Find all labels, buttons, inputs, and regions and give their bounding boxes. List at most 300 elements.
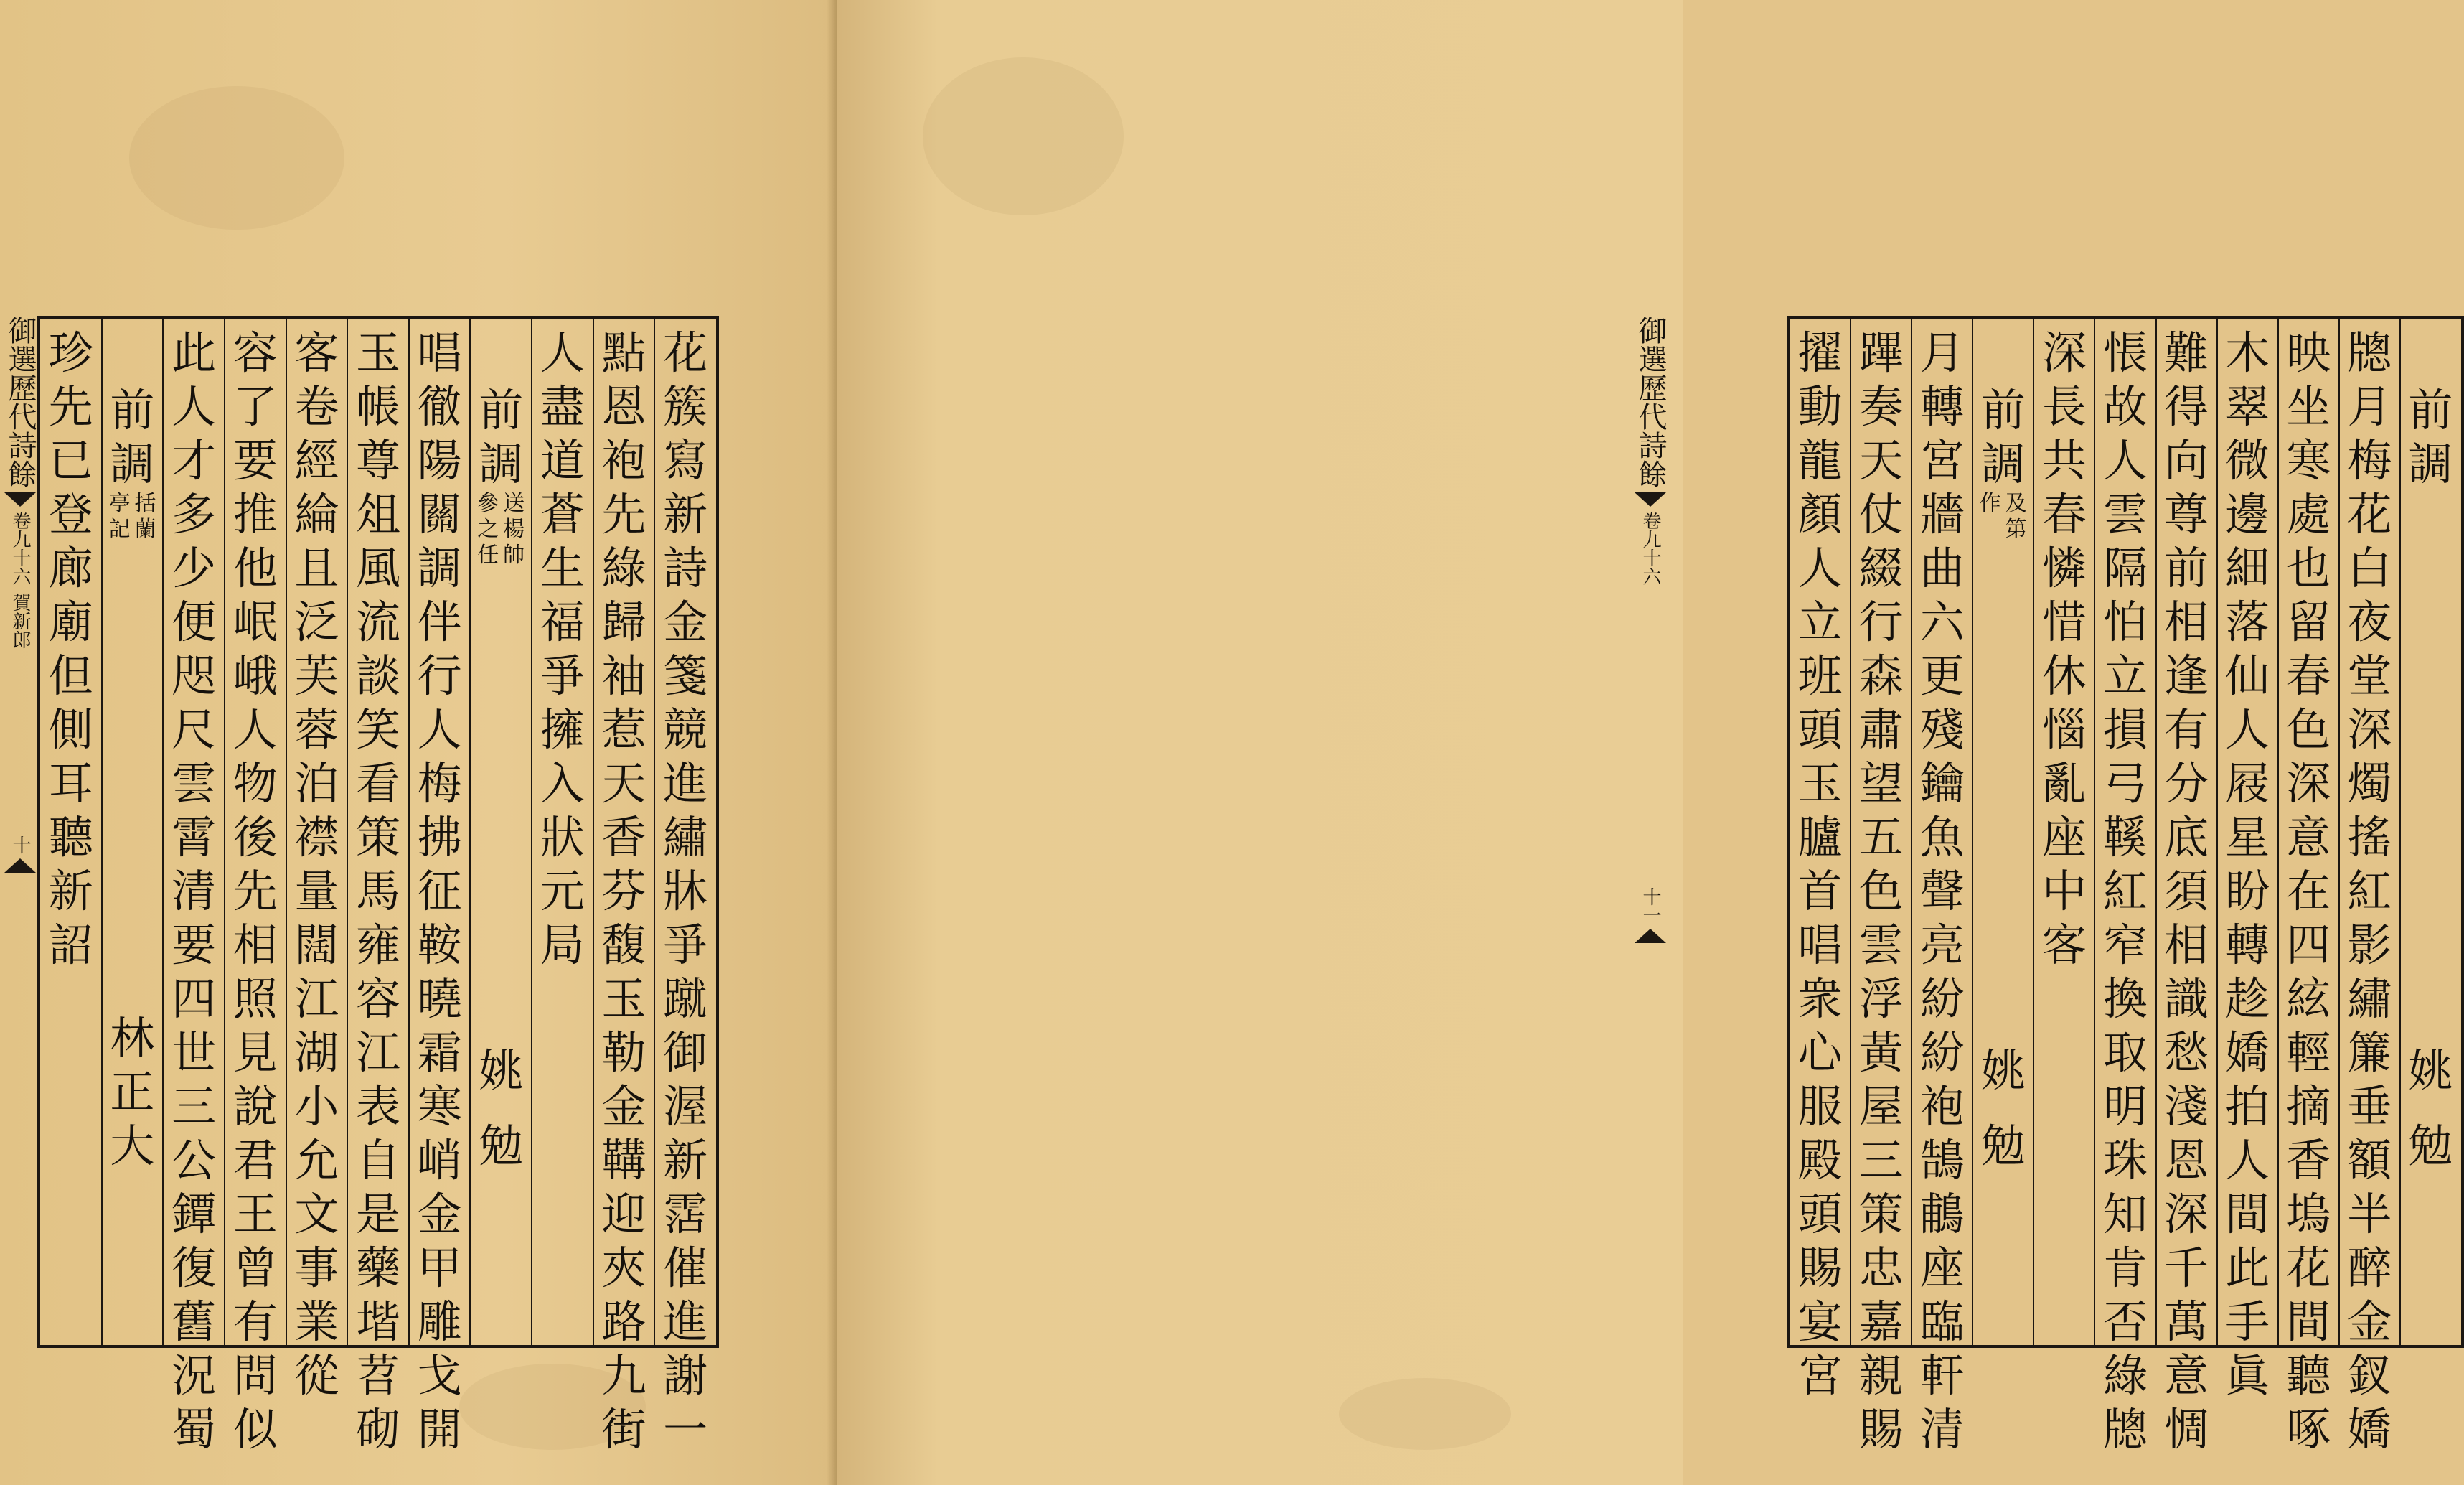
text-glyph: 弓 — [2102, 757, 2148, 810]
text-glyph: 色 — [2286, 703, 2331, 756]
text-glyph: 闊 — [294, 919, 339, 971]
text-glyph: 香 — [2286, 1134, 2331, 1186]
text-glyph: 金 — [601, 1080, 646, 1133]
text-glyph: 咫 — [171, 650, 217, 702]
text-glyph: 街 — [601, 1403, 646, 1456]
text-glyph: 擢 — [1797, 327, 1843, 379]
note-glyph: 送 — [503, 491, 525, 516]
text-glyph: 歸 — [601, 596, 646, 648]
subtitle-note — [107, 491, 157, 543]
text-glyph: 在 — [2286, 865, 2331, 917]
text-glyph: 輕 — [2286, 1026, 2331, 1079]
text-glyph: 映 — [2286, 327, 2331, 379]
text-glyph: 便 — [171, 596, 217, 648]
text-glyph: 金 — [417, 1188, 462, 1240]
edge-leaf: 十一 — [1640, 887, 1661, 924]
text-glyph: 要 — [171, 919, 217, 971]
text-glyph: 愁 — [2164, 1026, 2209, 1079]
text-glyph: 箋 — [663, 650, 708, 702]
text-glyph: 金 — [2347, 1296, 2392, 1348]
text-glyph: 悵 — [2102, 327, 2148, 379]
fish-tail-mark — [4, 858, 36, 873]
author-glyph: 勉 — [1980, 1120, 2026, 1172]
text-glyph: 微 — [2225, 434, 2270, 487]
text-glyph: 繡 — [663, 811, 708, 863]
text-glyph: 盡 — [540, 380, 585, 433]
text-glyph: 落 — [2225, 596, 2270, 648]
text-glyph: 星 — [2225, 811, 2270, 863]
text-glyph: 色 — [1858, 865, 1904, 917]
heading-glyph: 前 — [110, 384, 155, 436]
text-glyph: 半 — [2347, 1188, 2392, 1240]
text-glyph: 怕 — [2102, 596, 2148, 648]
text-glyph: 惆 — [2164, 1403, 2209, 1456]
text-glyph: 紛 — [1919, 1026, 1965, 1079]
text-glyph: 頭 — [1797, 1188, 1843, 1240]
text-glyph: 臨 — [1919, 1296, 1965, 1348]
text-column — [2033, 319, 2094, 1345]
text-glyph: 嬌 — [2347, 1403, 2392, 1456]
text-glyph: 芬 — [601, 865, 646, 917]
text-glyph: 爭 — [540, 650, 585, 702]
text-glyph: 堂 — [2347, 650, 2392, 702]
text-glyph: 處 — [2286, 488, 2331, 540]
text-column — [2339, 319, 2400, 1456]
text-glyph: 允 — [294, 1134, 339, 1186]
text-glyph: 帳 — [355, 380, 400, 433]
text-glyph: 花 — [663, 327, 708, 379]
text-glyph: 堦 — [355, 1296, 400, 1348]
text-glyph: 五 — [1858, 811, 1904, 863]
text-glyph: 忠 — [1858, 1242, 1904, 1294]
edge-title: 御選歷代詩餘 — [1634, 316, 1667, 488]
text-glyph: 卷 — [294, 380, 339, 433]
text-glyph: 月 — [2347, 380, 2392, 433]
text-glyph: 寒 — [417, 1080, 462, 1133]
text-glyph: 客 — [2041, 919, 2087, 971]
note-glyph: 任 — [477, 543, 499, 568]
text-glyph: 容 — [355, 973, 400, 1025]
text-glyph: 六 — [1919, 596, 1965, 648]
text-column — [286, 319, 348, 1402]
text-glyph: 渥 — [663, 1080, 708, 1133]
text-glyph: 流 — [355, 596, 400, 648]
text-glyph: 取 — [2102, 1026, 2148, 1079]
text-glyph: 新 — [663, 488, 708, 540]
text-glyph: 路 — [601, 1296, 646, 1348]
text-glyph: 換 — [2102, 973, 2148, 1025]
text-glyph: 魚 — [1919, 811, 1965, 863]
text-glyph: 自 — [355, 1134, 400, 1186]
note-glyph: 蘭 — [134, 517, 156, 542]
text-glyph: 了 — [232, 380, 278, 433]
right-edge-strip — [1629, 316, 1672, 1348]
text-glyph: 策 — [355, 811, 400, 863]
text-glyph: 更 — [1919, 650, 1965, 702]
text-glyph: 雲 — [171, 757, 217, 810]
heading-glyph: 前 — [2408, 384, 2453, 436]
text-glyph: 恩 — [2164, 1134, 2209, 1186]
text-glyph: 白 — [2347, 542, 2392, 594]
text-glyph: 征 — [417, 865, 462, 917]
text-glyph: 盼 — [2225, 865, 2270, 917]
text-glyph: 曉 — [417, 973, 462, 1025]
text-glyph: 人 — [2225, 1134, 2270, 1186]
text-glyph: 宮 — [1919, 434, 1965, 487]
text-glyph: 已 — [48, 434, 93, 487]
text-glyph: 清 — [171, 865, 217, 917]
text-glyph: 雍 — [355, 919, 400, 971]
note-glyph: 括 — [134, 491, 156, 516]
text-glyph: 事 — [294, 1242, 339, 1294]
text-glyph: 塢 — [2286, 1188, 2331, 1240]
text-glyph: 識 — [2164, 973, 2209, 1025]
text-glyph: 謝 — [663, 1349, 708, 1402]
text-glyph: 金 — [663, 596, 708, 648]
text-glyph: 黃 — [1858, 1026, 1904, 1079]
author-glyph: 林 — [110, 1012, 155, 1064]
text-glyph: 新 — [48, 865, 93, 917]
text-glyph: 頭 — [1797, 703, 1843, 756]
text-column — [409, 319, 471, 1456]
heading-glyph: 調 — [479, 438, 524, 490]
text-glyph: 詩 — [663, 542, 708, 594]
text-glyph: 小 — [294, 1080, 339, 1133]
text-glyph: 萬 — [2164, 1296, 2209, 1348]
text-glyph: 廊 — [48, 542, 93, 594]
text-glyph: 岷 — [232, 596, 278, 648]
text-glyph: 深 — [2286, 757, 2331, 810]
text-glyph: 尊 — [355, 434, 400, 487]
text-glyph: 翠 — [2225, 380, 2270, 433]
text-glyph: 深 — [2041, 327, 2087, 379]
text-glyph: 牀 — [663, 865, 708, 917]
author-glyph: 姚 — [1980, 1044, 2026, 1097]
text-glyph: 襟 — [294, 811, 339, 863]
note-glyph: 第 — [2005, 517, 2027, 542]
text-column — [2156, 319, 2217, 1456]
text-glyph: 親 — [1858, 1349, 1904, 1402]
text-glyph: 綠 — [2102, 1349, 2148, 1402]
text-glyph: 峭 — [417, 1134, 462, 1186]
text-glyph: 牆 — [1919, 488, 1965, 540]
text-glyph: 唱 — [417, 327, 462, 379]
text-glyph: 生 — [540, 542, 585, 594]
fish-tail-mark — [1635, 929, 1666, 943]
text-glyph: 天 — [601, 757, 646, 810]
text-glyph: 三 — [1858, 1134, 1904, 1186]
text-glyph: 轉 — [1919, 380, 1965, 433]
text-glyph: 亮 — [1919, 919, 1965, 971]
text-glyph: 況 — [171, 1349, 217, 1402]
text-glyph: 仙 — [2225, 650, 2270, 702]
text-glyph: 宮 — [1797, 1349, 1843, 1402]
note-glyph: 楊 — [503, 517, 525, 542]
text-glyph: 絃 — [2286, 973, 2331, 1025]
text-glyph: 醉 — [2347, 1242, 2392, 1294]
text-glyph: 詔 — [48, 919, 93, 971]
text-glyph: 賜 — [1797, 1242, 1843, 1294]
author-glyph: 姚 — [2408, 1044, 2453, 1097]
text-glyph: 細 — [2225, 542, 2270, 594]
text-glyph: 逢 — [2164, 650, 2209, 702]
text-glyph: 奏 — [1858, 380, 1904, 433]
text-glyph: 動 — [1797, 380, 1843, 433]
text-glyph: 殿 — [1797, 1134, 1843, 1186]
text-glyph: 霑 — [663, 1188, 708, 1240]
text-glyph: 開 — [417, 1403, 462, 1456]
text-glyph: 寒 — [2286, 434, 2331, 487]
author-glyph: 大 — [110, 1120, 155, 1172]
text-glyph: 從 — [294, 1349, 339, 1402]
text-glyph: 行 — [417, 650, 462, 702]
text-glyph: 後 — [232, 811, 278, 863]
text-glyph: 談 — [355, 650, 400, 702]
text-glyph: 且 — [294, 542, 339, 594]
text-glyph: 中 — [2041, 865, 2087, 917]
text-column — [1851, 319, 1912, 1456]
text-glyph: 風 — [355, 542, 400, 594]
edge-volume: 卷九十六 — [1640, 511, 1661, 586]
edge-tune: 賀新郎 — [9, 593, 31, 649]
text-glyph: 玉 — [355, 327, 400, 379]
text-glyph: 甲 — [417, 1242, 462, 1294]
text-glyph: 御 — [663, 1026, 708, 1079]
heading-glyph: 前 — [479, 384, 524, 436]
text-glyph: 立 — [1797, 596, 1843, 648]
text-glyph: 有 — [232, 1296, 278, 1348]
text-glyph: 點 — [601, 327, 646, 379]
text-glyph: 摘 — [2286, 1080, 2331, 1133]
text-glyph: 表 — [355, 1080, 400, 1133]
text-glyph: 先 — [601, 488, 646, 540]
text-glyph: 玉 — [1797, 757, 1843, 810]
text-glyph: 才 — [171, 434, 217, 487]
text-glyph: 綴 — [1858, 542, 1904, 594]
text-glyph: 班 — [1797, 650, 1843, 702]
text-glyph: 長 — [2041, 380, 2087, 433]
text-glyph: 聲 — [1919, 865, 1965, 917]
note-glyph: 記 — [108, 517, 131, 542]
text-glyph: 袖 — [601, 650, 646, 702]
author-glyph: 姚 — [479, 1044, 524, 1097]
text-glyph: 人 — [171, 380, 217, 433]
text-glyph: 元 — [540, 865, 585, 917]
text-glyph: 惹 — [601, 703, 646, 756]
text-glyph: 道 — [540, 434, 585, 487]
note-glyph: 亭 — [108, 491, 131, 516]
text-glyph: 紅 — [2102, 865, 2148, 917]
text-glyph: 邊 — [2225, 488, 2270, 540]
edge-volume: 卷九十六 — [9, 511, 31, 586]
text-column — [40, 319, 102, 1345]
text-glyph: 趁 — [2225, 973, 2270, 1025]
text-glyph: 肅 — [1858, 703, 1904, 756]
text-glyph: 聽 — [2286, 1349, 2331, 1402]
subtitle-note — [1978, 491, 2028, 543]
text-glyph: 容 — [232, 327, 278, 379]
text-glyph: 馬 — [355, 865, 400, 917]
text-glyph: 垂 — [2347, 1080, 2392, 1133]
text-glyph: 留 — [2286, 596, 2331, 648]
text-column — [1912, 319, 1972, 1456]
text-glyph: 雲 — [2102, 488, 2148, 540]
text-glyph: 鞍 — [417, 919, 462, 971]
text-glyph: 眞 — [2225, 1349, 2270, 1402]
text-glyph: 繡 — [2347, 973, 2392, 1025]
text-glyph: 業 — [294, 1296, 339, 1348]
text-column — [654, 319, 716, 1456]
text-glyph: 鑰 — [1919, 757, 1965, 810]
text-column — [163, 319, 225, 1456]
text-glyph: 夜 — [2347, 596, 2392, 648]
text-glyph: 策 — [1858, 1188, 1904, 1240]
text-glyph: 雲 — [1858, 919, 1904, 971]
text-glyph: 少 — [171, 542, 217, 594]
text-glyph: 舊 — [171, 1296, 217, 1348]
text-glyph: 唱 — [1797, 919, 1843, 971]
text-glyph: 王 — [232, 1188, 278, 1240]
text-glyph: 入 — [540, 757, 585, 810]
column-space — [474, 1097, 527, 1119]
text-glyph: 牕 — [2102, 1403, 2148, 1456]
text-glyph: 坐 — [2286, 380, 2331, 433]
text-glyph: 尊 — [2164, 488, 2209, 540]
text-glyph: 君 — [232, 1134, 278, 1186]
text-glyph: 有 — [2164, 703, 2209, 756]
heading-glyph: 調 — [2408, 438, 2453, 490]
text-glyph: 花 — [2347, 488, 2392, 540]
text-glyph: 衆 — [1797, 973, 1843, 1025]
text-glyph: 拂 — [417, 811, 462, 863]
text-glyph: 伴 — [417, 596, 462, 648]
text-column — [593, 319, 655, 1456]
author-glyph: 勉 — [479, 1120, 524, 1172]
text-glyph: 曾 — [232, 1242, 278, 1294]
text-glyph: 紅 — [2347, 865, 2392, 917]
text-glyph: 相 — [2164, 919, 2209, 971]
heading-column — [2400, 319, 2461, 1345]
subtitle-note — [476, 491, 526, 568]
text-glyph: 也 — [2286, 542, 2331, 594]
fish-tail-mark — [1635, 492, 1666, 507]
text-column — [1790, 319, 1851, 1402]
text-glyph: 影 — [2347, 919, 2392, 971]
text-glyph: 調 — [417, 542, 462, 594]
text-glyph: 春 — [2041, 488, 2087, 540]
text-glyph: 一 — [663, 1403, 708, 1456]
text-glyph: 進 — [663, 1296, 708, 1348]
text-glyph: 是 — [355, 1188, 400, 1240]
text-glyph: 啄 — [2286, 1403, 2331, 1456]
left-text-frame — [37, 316, 719, 1456]
text-glyph: 綠 — [601, 542, 646, 594]
text-glyph: 服 — [1797, 1080, 1843, 1133]
text-glyph: 行 — [1858, 596, 1904, 648]
text-glyph: 照 — [232, 973, 278, 1025]
text-glyph: 浮 — [1858, 973, 1904, 1025]
text-glyph: 梅 — [2347, 434, 2392, 487]
text-glyph: 花 — [2286, 1242, 2331, 1294]
text-glyph: 人 — [2225, 703, 2270, 756]
text-glyph: 亂 — [2041, 757, 2087, 810]
text-glyph: 霜 — [417, 1026, 462, 1079]
text-glyph: 藥 — [355, 1242, 400, 1294]
text-glyph: 鵏 — [1919, 1188, 1965, 1240]
text-glyph: 催 — [663, 1242, 708, 1294]
text-glyph: 雕 — [417, 1296, 462, 1348]
text-glyph: 夾 — [601, 1242, 646, 1294]
text-glyph: 綸 — [294, 488, 339, 540]
text-glyph: 寫 — [663, 434, 708, 487]
text-glyph: 此 — [171, 327, 217, 379]
heading-glyph: 調 — [1980, 438, 2026, 490]
text-glyph: 狀 — [540, 811, 585, 863]
text-glyph: 鵠 — [1919, 1134, 1965, 1186]
text-glyph: 臚 — [1797, 811, 1843, 863]
text-glyph: 軒 — [1919, 1349, 1965, 1402]
text-glyph: 人 — [2102, 434, 2148, 487]
text-glyph: 相 — [232, 919, 278, 971]
text-glyph: 鐔 — [171, 1188, 217, 1240]
text-glyph: 復 — [171, 1242, 217, 1294]
text-glyph: 香 — [601, 811, 646, 863]
heading-glyph: 前 — [1980, 384, 2026, 436]
text-glyph: 四 — [2286, 919, 2331, 971]
text-glyph: 龍 — [1797, 434, 1843, 487]
text-glyph: 手 — [2225, 1296, 2270, 1348]
text-glyph: 蒼 — [540, 488, 585, 540]
text-glyph: 蓉 — [294, 703, 339, 756]
edge-title: 御選歷代詩餘 — [4, 316, 37, 488]
text-glyph: 公 — [171, 1134, 217, 1186]
text-glyph: 蹕 — [1858, 327, 1904, 379]
text-glyph: 蹴 — [663, 973, 708, 1025]
text-glyph: 袍 — [601, 434, 646, 487]
text-glyph: 江 — [355, 1026, 400, 1079]
text-glyph: 新 — [663, 1134, 708, 1186]
text-glyph: 客 — [294, 327, 339, 379]
text-glyph: 量 — [294, 865, 339, 917]
text-glyph: 深 — [2164, 1188, 2209, 1240]
text-glyph: 搖 — [2347, 811, 2392, 863]
text-glyph: 底 — [2164, 811, 2209, 863]
text-column — [532, 319, 593, 1345]
text-glyph: 顏 — [1797, 488, 1843, 540]
text-glyph: 泊 — [294, 757, 339, 810]
text-glyph: 湖 — [294, 1026, 339, 1079]
text-glyph: 千 — [2164, 1242, 2209, 1294]
text-glyph: 座 — [1919, 1242, 1965, 1294]
text-glyph: 徹 — [417, 380, 462, 433]
right-page — [837, 0, 2453, 1485]
text-glyph: 經 — [294, 434, 339, 487]
text-glyph: 迎 — [601, 1188, 646, 1240]
text-glyph: 馥 — [601, 919, 646, 971]
text-column — [347, 319, 409, 1456]
text-glyph: 文 — [294, 1188, 339, 1240]
paper-stain — [1339, 1378, 1511, 1450]
text-glyph: 九 — [601, 1349, 646, 1402]
text-glyph: 苕 — [355, 1349, 400, 1402]
text-glyph: 惱 — [2041, 703, 2087, 756]
text-glyph: 明 — [2102, 1080, 2148, 1133]
text-glyph: 立 — [2102, 650, 2148, 702]
text-glyph: 心 — [1797, 1026, 1843, 1079]
text-glyph: 天 — [1858, 434, 1904, 487]
text-glyph: 分 — [2164, 757, 2209, 810]
text-glyph: 望 — [1858, 757, 1904, 810]
